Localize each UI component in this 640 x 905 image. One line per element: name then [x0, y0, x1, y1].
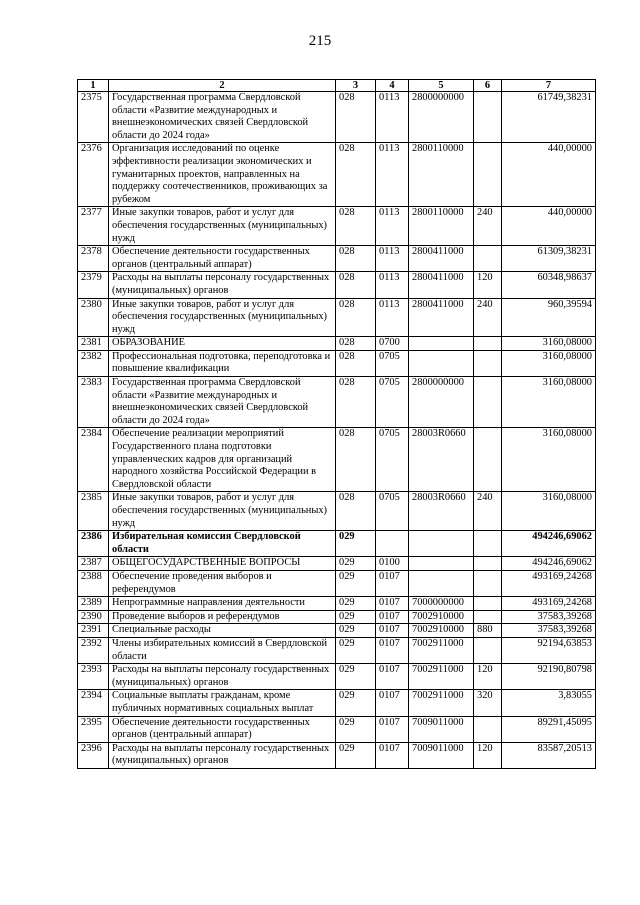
row-number-cell: 2375 — [78, 92, 109, 143]
target-article-cell: 2800000000 — [409, 377, 474, 428]
department-code-cell: 029 — [336, 690, 376, 716]
department-code-cell: 029 — [336, 557, 376, 571]
column-header: 6 — [474, 80, 502, 92]
target-article-cell: 2800411000 — [409, 272, 474, 298]
amount-cell: 92190,80798 — [502, 664, 596, 690]
amount-cell: 37583,39268 — [502, 624, 596, 638]
department-code-cell: 029 — [336, 664, 376, 690]
target-article-cell: 2800000000 — [409, 92, 474, 143]
row-number-cell: 2384 — [78, 428, 109, 492]
section-code-cell: 0107 — [376, 742, 409, 768]
column-header: 3 — [336, 80, 376, 92]
expense-name-cell: Обеспечение реализации мероприятий Государственного плана подготовки управленческих кадров для организаций народного хозяйства Российской Федерации в Свердловской области — [109, 428, 336, 492]
expense-name-cell: Расходы на выплаты персоналу государственных (муниципальных) органов — [109, 272, 336, 298]
amount-cell: 493169,24268 — [502, 570, 596, 596]
target-article-cell — [409, 557, 474, 571]
target-article-cell — [409, 350, 474, 376]
department-code-cell: 028 — [336, 92, 376, 143]
target-article-cell — [409, 531, 474, 557]
expense-type-cell — [474, 597, 502, 611]
table-row — [78, 690, 596, 716]
row-number-cell: 2379 — [78, 272, 109, 298]
amount-cell: 37583,39268 — [502, 610, 596, 624]
expense-type-cell: 120 — [474, 272, 502, 298]
section-code-cell: 0107 — [376, 690, 409, 716]
target-article-cell: 7009011000 — [409, 716, 474, 742]
expense-type-cell — [474, 716, 502, 742]
expense-type-cell — [474, 350, 502, 376]
table-row — [78, 531, 596, 557]
row-number-cell: 2394 — [78, 690, 109, 716]
amount-cell: 61309,38231 — [502, 246, 596, 272]
expense-name-cell: Члены избирательных комиссий в Свердловской области — [109, 637, 336, 663]
row-number-cell: 2376 — [78, 143, 109, 207]
row-number-cell: 2385 — [78, 492, 109, 531]
column-header: 4 — [376, 80, 409, 92]
table-row — [78, 624, 596, 638]
page-number: 215 — [308, 33, 332, 49]
department-code-cell: 029 — [336, 716, 376, 742]
target-article-cell: 7009011000 — [409, 742, 474, 768]
target-article-cell: 2800411000 — [409, 298, 474, 337]
department-code-cell: 028 — [336, 272, 376, 298]
table-row — [78, 716, 596, 742]
department-code-cell: 028 — [336, 350, 376, 376]
section-code-cell: 0705 — [376, 350, 409, 376]
table-body — [78, 92, 596, 769]
department-code-cell: 028 — [336, 492, 376, 531]
table-row — [78, 377, 596, 428]
expense-type-cell: 240 — [474, 207, 502, 246]
table-row — [78, 272, 596, 298]
department-code-cell: 028 — [336, 207, 376, 246]
table-row — [78, 337, 596, 351]
expense-name-cell: Иные закупки товаров, работ и услуг для обеспечения государственных (муниципальных) нужд — [109, 207, 336, 246]
row-number-cell: 2377 — [78, 207, 109, 246]
section-code-cell: 0107 — [376, 716, 409, 742]
row-number-cell: 2387 — [78, 557, 109, 571]
table-row — [78, 350, 596, 376]
expense-name-cell: ОБЩЕГОСУДАРСТВЕННЫЕ ВОПРОСЫ — [109, 557, 336, 571]
target-article-cell: 2800411000 — [409, 246, 474, 272]
table-row — [78, 492, 596, 531]
section-code-cell: 0700 — [376, 337, 409, 351]
expense-name-cell: Обеспечение деятельности государственных органов (центральный аппарат) — [109, 246, 336, 272]
section-code-cell: 0107 — [376, 624, 409, 638]
section-code-cell: 0100 — [376, 557, 409, 571]
amount-cell: 493169,24268 — [502, 597, 596, 611]
target-article-cell: 7002910000 — [409, 610, 474, 624]
department-code-cell: 028 — [336, 143, 376, 207]
table-row — [78, 143, 596, 207]
expense-type-cell — [474, 570, 502, 596]
row-number-cell: 2389 — [78, 597, 109, 611]
section-code-cell: 0107 — [376, 637, 409, 663]
expense-type-cell — [474, 610, 502, 624]
expense-type-cell: 120 — [474, 664, 502, 690]
row-number-cell: 2380 — [78, 298, 109, 337]
target-article-cell: 28003R0660 — [409, 492, 474, 531]
table-row — [78, 610, 596, 624]
table-row — [78, 637, 596, 663]
department-code-cell: 029 — [336, 570, 376, 596]
section-code-cell: 0113 — [376, 298, 409, 337]
expense-type-cell — [474, 428, 502, 492]
amount-cell: 960,39594 — [502, 298, 596, 337]
row-number-cell: 2391 — [78, 624, 109, 638]
table-row — [78, 664, 596, 690]
target-article-cell: 7002911000 — [409, 637, 474, 663]
expense-name-cell: Государственная программа Свердловской области «Развитие международных и внешнеэкономических связей Свердловской области до 2024 года» — [109, 377, 336, 428]
amount-cell: 60348,98637 — [502, 272, 596, 298]
amount-cell: 3160,08000 — [502, 337, 596, 351]
department-code-cell: 029 — [336, 610, 376, 624]
target-article-cell — [409, 570, 474, 596]
row-number-cell: 2392 — [78, 637, 109, 663]
amount-cell: 494246,69062 — [502, 531, 596, 557]
amount-cell: 3160,08000 — [502, 428, 596, 492]
amount-cell: 3160,08000 — [502, 492, 596, 531]
target-article-cell: 7002910000 — [409, 624, 474, 638]
expense-name-cell: Специальные расходы — [109, 624, 336, 638]
section-code-cell: 0107 — [376, 664, 409, 690]
expense-name-cell: Иные закупки товаров, работ и услуг для обеспечения государственных (муниципальных) нужд — [109, 492, 336, 531]
expense-name-cell: Обеспечение проведения выборов и референдумов — [109, 570, 336, 596]
expense-name-cell: Непрограммные направления деятельности — [109, 597, 336, 611]
row-number-cell: 2396 — [78, 742, 109, 768]
column-header: 7 — [502, 80, 596, 92]
expense-name-cell: Организация исследований по оценке эффективности реализации экономических и гуманитарных проектов, направленных на поддержку соотечественников, проживающих за рубежом — [109, 143, 336, 207]
column-header: 1 — [78, 80, 109, 92]
expense-type-cell: 320 — [474, 690, 502, 716]
department-code-cell: 028 — [336, 298, 376, 337]
department-code-cell: 029 — [336, 624, 376, 638]
target-article-cell — [409, 337, 474, 351]
section-code-cell: 0113 — [376, 207, 409, 246]
expense-name-cell: Социальные выплаты гражданам, кроме публичных нормативных социальных выплат — [109, 690, 336, 716]
expense-type-cell — [474, 337, 502, 351]
department-code-cell: 028 — [336, 377, 376, 428]
expense-name-cell: Проведение выборов и референдумов — [109, 610, 336, 624]
department-code-cell: 028 — [336, 246, 376, 272]
section-code-cell: 0705 — [376, 492, 409, 531]
amount-cell: 440,00000 — [502, 207, 596, 246]
row-number-cell: 2378 — [78, 246, 109, 272]
expense-name-cell: Государственная программа Свердловской области «Развитие международных и внешнеэкономических связей Свердловской области до 2024 года» — [109, 92, 336, 143]
table-row — [78, 557, 596, 571]
table-row — [78, 246, 596, 272]
expense-type-cell — [474, 246, 502, 272]
expense-name-cell: ОБРАЗОВАНИЕ — [109, 337, 336, 351]
section-code-cell: 0113 — [376, 143, 409, 207]
column-header: 2 — [109, 80, 336, 92]
amount-cell: 3160,08000 — [502, 377, 596, 428]
amount-cell: 92194,63853 — [502, 637, 596, 663]
expense-name-cell: Расходы на выплаты персоналу государственных (муниципальных) органов — [109, 664, 336, 690]
section-code-cell: 0705 — [376, 428, 409, 492]
target-article-cell: 2800110000 — [409, 143, 474, 207]
table-row — [78, 570, 596, 596]
amount-cell: 3160,08000 — [502, 350, 596, 376]
amount-cell: 89291,45095 — [502, 716, 596, 742]
expense-name-cell: Обеспечение деятельности государственных органов (центральный аппарат) — [109, 716, 336, 742]
expense-type-cell — [474, 143, 502, 207]
row-number-cell: 2390 — [78, 610, 109, 624]
expense-type-cell: 120 — [474, 742, 502, 768]
expense-type-cell: 240 — [474, 492, 502, 531]
row-number-cell: 2381 — [78, 337, 109, 351]
expense-name-cell: Иные закупки товаров, работ и услуг для обеспечения государственных (муниципальных) нужд — [109, 298, 336, 337]
expense-type-cell — [474, 92, 502, 143]
section-code-cell: 0113 — [376, 92, 409, 143]
target-article-cell: 2800110000 — [409, 207, 474, 246]
expense-name-cell: Расходы на выплаты персоналу государственных (муниципальных) органов — [109, 742, 336, 768]
target-article-cell: 7002911000 — [409, 690, 474, 716]
amount-cell: 3,83055 — [502, 690, 596, 716]
amount-cell: 440,00000 — [502, 143, 596, 207]
expense-type-cell: 880 — [474, 624, 502, 638]
expense-type-cell — [474, 557, 502, 571]
section-code-cell: 0107 — [376, 570, 409, 596]
section-code-cell: 0107 — [376, 597, 409, 611]
amount-cell: 61749,38231 — [502, 92, 596, 143]
target-article-cell: 7002911000 — [409, 664, 474, 690]
expense-type-cell — [474, 377, 502, 428]
target-article-cell: 7000000000 — [409, 597, 474, 611]
column-header: 5 — [409, 80, 474, 92]
department-code-cell: 028 — [336, 337, 376, 351]
budget-table — [77, 79, 596, 769]
row-number-cell: 2386 — [78, 531, 109, 557]
row-number-cell: 2382 — [78, 350, 109, 376]
table-row — [78, 207, 596, 246]
target-article-cell: 28003R0660 — [409, 428, 474, 492]
expense-type-cell — [474, 531, 502, 557]
department-code-cell: 029 — [336, 531, 376, 557]
department-code-cell: 028 — [336, 428, 376, 492]
table-row — [78, 742, 596, 768]
section-code-cell — [376, 531, 409, 557]
table-row — [78, 428, 596, 492]
row-number-cell: 2383 — [78, 377, 109, 428]
section-code-cell: 0113 — [376, 246, 409, 272]
table-row — [78, 597, 596, 611]
expense-type-cell — [474, 637, 502, 663]
section-code-cell: 0113 — [376, 272, 409, 298]
expense-type-cell: 240 — [474, 298, 502, 337]
row-number-cell: 2395 — [78, 716, 109, 742]
amount-cell: 83587,20513 — [502, 742, 596, 768]
expense-name-cell: Избирательная комиссия Свердловской области — [109, 531, 336, 557]
department-code-cell: 029 — [336, 597, 376, 611]
table-header-row — [78, 80, 596, 92]
amount-cell: 494246,69062 — [502, 557, 596, 571]
expense-name-cell: Профессиональная подготовка, переподготовка и повышение квалификации — [109, 350, 336, 376]
section-code-cell: 0107 — [376, 610, 409, 624]
department-code-cell: 029 — [336, 637, 376, 663]
department-code-cell: 029 — [336, 742, 376, 768]
table-row — [78, 92, 596, 143]
row-number-cell: 2388 — [78, 570, 109, 596]
row-number-cell: 2393 — [78, 664, 109, 690]
table-row — [78, 298, 596, 337]
section-code-cell: 0705 — [376, 377, 409, 428]
